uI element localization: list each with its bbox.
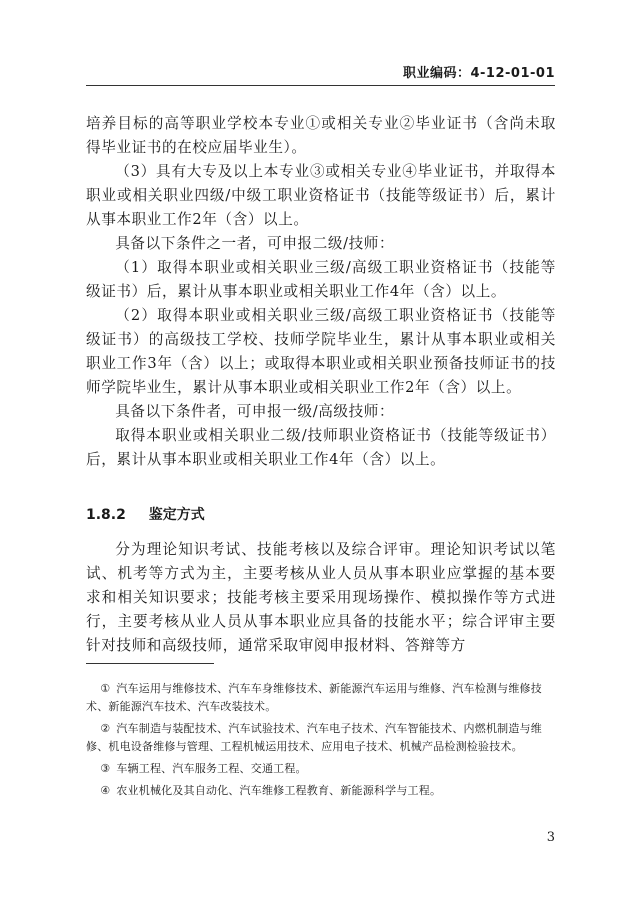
section-title: 鉴定方式	[148, 507, 205, 523]
footnote-text: 农业机械化及其自动化、汽车维修工程教育、新能源科学与工程。	[116, 784, 442, 797]
footnote-text: 汽车制造与装配技术、汽车试验技术、汽车电子技术、汽车智能技术、内燃机制造与维修、机电设备维修与管理、工程机械运用技术、应用电子技术、机械产品检测检验技术。	[86, 722, 542, 753]
section-paragraph: 分为理论知识考试、技能考核以及综合评审。理论知识考试以笔试、机考等方式为主，主要考核从业人员从事本职业应掌握的基本要求和相关知识要求；技能考核主要采用现场操作、模拟操作等方式进行，主要考核从业人员从事本职业应具备的技能水平；综合评审主要针对技师和高级技师，通常采取审阅申报材料、答辩等方	[86, 541, 556, 654]
paragraph-4: （1）取得本职业或相关职业三级/高级工职业资格证书（技能等级证书）后，累计从事本职业或相关职业工作4年（含）以上。	[86, 259, 556, 300]
footnote-mark: ②	[100, 722, 111, 735]
header-rule	[86, 85, 555, 86]
footnote-4	[86, 782, 556, 800]
footnote-3	[86, 760, 556, 778]
page-number: 3	[546, 830, 555, 845]
occupation-code: 职业编码：4-12-01-01	[402, 66, 555, 81]
body-text	[86, 112, 556, 472]
section-number: 1.8.2	[86, 507, 126, 523]
footnote-mark: ④	[100, 784, 111, 797]
paragraph-5: （2）取得本职业或相关职业三级/高级工职业资格证书（技能等级证书）的高级技工学校、技师学院毕业生，累计从事本职业或相关职业工作3年（含）以上；或取得本职业或相关职业预备技师证书的技师学院毕业生，累计从事本职业或相关职业工作2年（含）以上。	[86, 307, 556, 396]
footnote-rule	[86, 663, 214, 664]
paragraph-3: 具备以下条件之一者，可申报二级/技师：	[115, 235, 395, 252]
footnote-mark: ③	[100, 762, 111, 775]
footnote-text: 车辆工程、汽车服务工程、交通工程。	[116, 762, 307, 775]
paragraph-1: 培养目标的高等职业学校本专业①或相关专业②毕业证书（含尚未取得毕业证书的在校应届毕业生）。	[86, 115, 556, 156]
section-body	[86, 538, 556, 658]
paragraph-7: 取得本职业或相关职业二级/技师职业资格证书（技能等级证书）后，累计从事本职业或相关职业工作4年（含）以上。	[86, 427, 556, 468]
section-heading	[86, 504, 205, 524]
footnotes	[86, 680, 556, 804]
footnote-text: 汽车运用与维修技术、汽车车身维修技术、新能源汽车运用与维修、汽车检测与维修技术、新能源汽车技术、汽车改装技术。	[86, 682, 542, 713]
footnote-mark: ①	[100, 682, 111, 695]
paragraph-6: 具备以下条件者，可申报一级/高级技师：	[115, 403, 395, 420]
paragraph-2: （3）具有大专及以上本专业③或相关专业④毕业证书，并取得本职业或相关职业四级/中级工职业资格证书（技能等级证书）后，累计从事本职业工作2年（含）以上。	[86, 163, 556, 228]
footnote-1	[86, 680, 556, 716]
footnote-2	[86, 720, 556, 756]
